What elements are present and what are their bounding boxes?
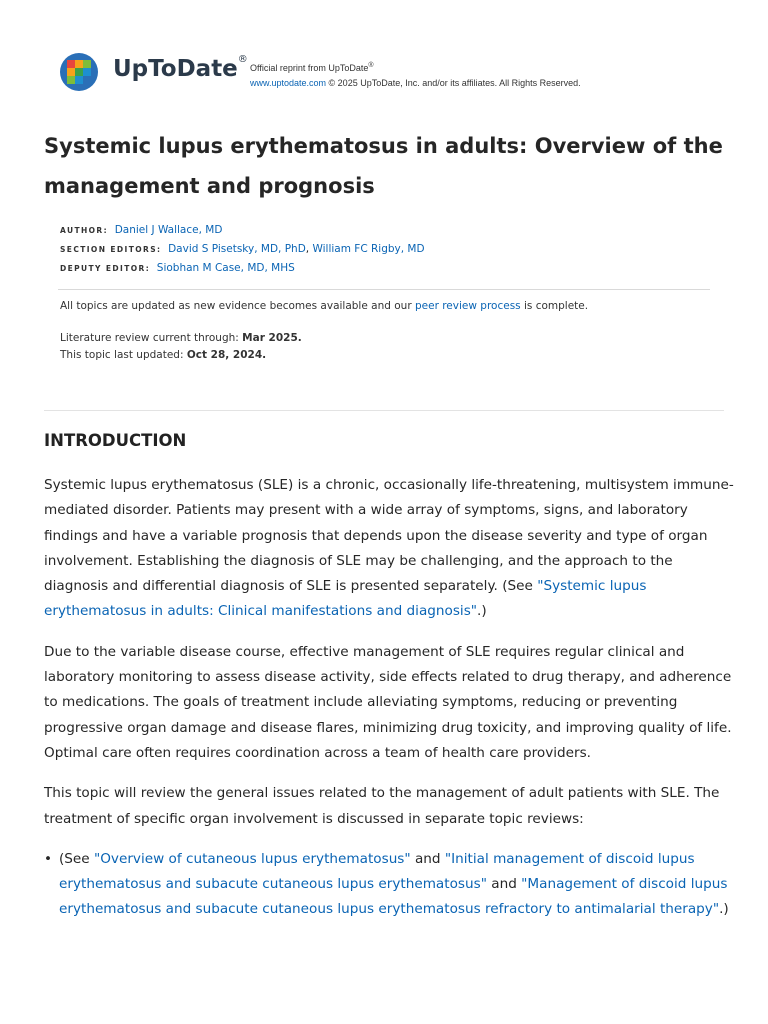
page-title: Systemic lupus erythematosus in adults: Overview of the management and prognosis	[44, 134, 723, 198]
review-dates	[60, 330, 302, 364]
deputy-editor-label: DEPUTY EDITOR:	[60, 264, 151, 273]
last-updated-date: This topic last updated: Oct 28, 2024.	[60, 349, 267, 361]
section-editor-link-2[interactable]: William FC Rigby, MD	[312, 243, 425, 255]
paragraph: Systemic lupus erythematosus (SLE) is a chronic, occasionally life-threatening, multisystem immune-mediated disorder. Patients may present with a wide array of symptoms, signs, and laboratory findings and have a variable prognosis that depends upon the disease severity and type of organ involvement. Establishing the diagnosis of SLE may be challenging, and the approach to the diagnosis and differential diagnosis of SLE is presented separately. (See "Systemic lupus erythematosus in adults: Clinical manifestations and diagnosis".)	[44, 477, 734, 620]
paragraph: This topic will review the general issues related to the management of adult patients with SLE. The treatment of specific organ involvement is discussed in separate topic reviews:	[44, 785, 720, 827]
section-editors-row: SECTION EDITORS: David S Pisetsky, MD, PhD, William FC Rigby, MD	[60, 243, 425, 255]
discoid-lupus-initial-link[interactable]: "Initial management of discoid lupus erythematosus and subacute cutaneous lupus erythematosus"	[59, 850, 695, 893]
uptodate-logo-icon[interactable]	[59, 52, 99, 92]
author-label: AUTHOR:	[60, 226, 109, 235]
article-body	[44, 473, 734, 938]
literature-review-date: Literature review current through: Mar 2025.	[60, 332, 302, 344]
discoid-lupus-refractory-link[interactable]: "Management of discoid lupus erythematosus and subacute cutaneous lupus erythematosus refractory to antimalarial therapy"	[59, 876, 728, 918]
divider	[44, 410, 724, 411]
list-item: • (See "Overview of cutaneous lupus erythematosus" and "Initial management of discoid lupus erythematosus and subacute cutaneous lupus erythematosus" and "Management of discoid lupus erythematosus and subacute cutaneous lupus erythematosus refractory to antimalarial therapy".)	[44, 847, 734, 923]
reprint-line: Official reprint from UpToDate	[250, 63, 369, 73]
reprint-notice: Official reprint from UpToDate® www.uptodate.com © 2025 UpToDate, Inc. and/or its affiliates. All Rights Reserved.	[250, 62, 581, 88]
author-link[interactable]: Daniel J Wallace, MD	[114, 224, 223, 236]
bullet-icon: •	[44, 850, 53, 867]
brand-name[interactable]: UpToDate®	[113, 54, 248, 82]
section-editor-link-1[interactable]: David S Pisetsky, MD, PhD	[168, 243, 306, 255]
header	[59, 52, 719, 96]
section-heading: INTRODUCTION	[44, 431, 187, 450]
deputy-editor-row	[60, 259, 425, 278]
update-notice: All topics are updated as new evidence becomes available and our peer review process is complete.	[60, 300, 589, 312]
deputy-editor-link[interactable]: Siobhan M Case, MD, MHS	[156, 262, 295, 274]
paragraph: Due to the variable disease course, effective management of SLE requires regular clinical and laboratory monitoring to assess disease activity, side effects related to drug therapy, and adherence to medications. The goals of treatment include alleviating symptoms, reducing or preventing progressive organ damage and disease flares, minimizing drug toxicity, and improving quality of life. Optimal care often requires coordination across a team of health care providers.	[44, 643, 732, 761]
cutaneous-lupus-link[interactable]: "Overview of cutaneous lupus erythematosus"	[93, 850, 411, 867]
contributors	[60, 221, 425, 278]
divider	[58, 289, 710, 290]
section-editors-label: SECTION EDITORS:	[60, 245, 162, 254]
peer-review-link[interactable]: peer review process	[414, 300, 521, 312]
site-link[interactable]: www.uptodate.com	[250, 78, 327, 88]
clinical-manifestations-link[interactable]: "Systemic lupus erythematosus in adults: Clinical manifestations and diagnosis"	[44, 578, 647, 620]
author-row	[60, 221, 425, 240]
copyright-text: © 2025 UpToDate, Inc. and/or its affiliates. All Rights Reserved.	[326, 78, 581, 88]
